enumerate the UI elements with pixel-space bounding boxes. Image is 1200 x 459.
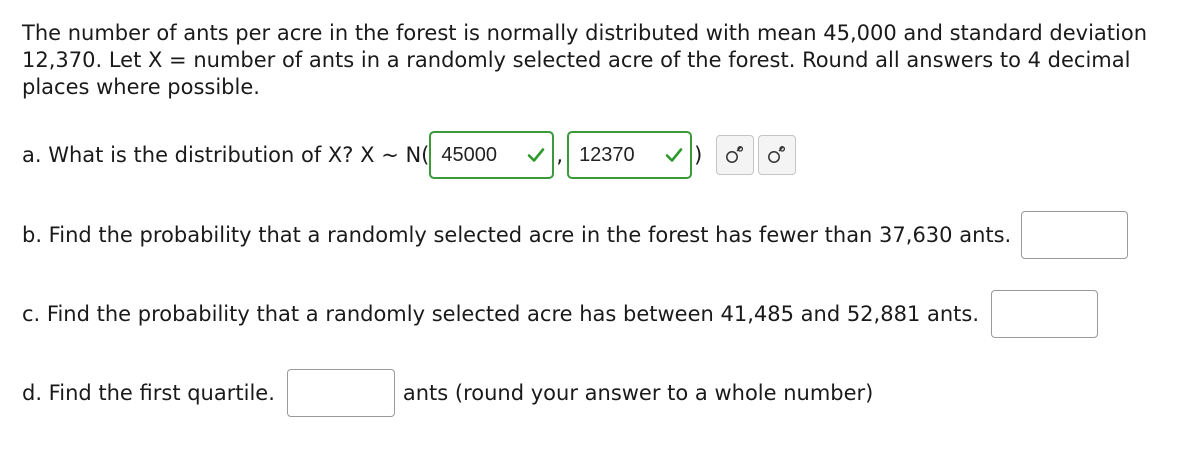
- problem-line-1: The number of ants per acre in the forest is normally distributed with mean 45,000 and standard deviation: [22, 21, 1147, 45]
- part-d-suffix: ants (round your answer to a whole number): [402, 381, 874, 405]
- check-icon: [664, 145, 684, 165]
- comma-separator: ,: [556, 143, 564, 167]
- problem-statement: [22, 20, 1182, 101]
- sigma-symbol-icon: [724, 144, 746, 166]
- sd-answer-value: 12370: [579, 143, 635, 166]
- sd-answer-field[interactable]: [567, 131, 692, 179]
- problem-line-3: places where possible.: [22, 75, 260, 99]
- mean-answer-field[interactable]: [429, 131, 554, 179]
- check-icon: [526, 145, 546, 165]
- symbol-palette-button[interactable]: [716, 135, 754, 175]
- close-paren: ): [694, 143, 703, 167]
- symbol-palette-button-2[interactable]: [758, 135, 796, 175]
- part-b-question: b. Find the probability that a randomly selected acre in the forest has fewer than 37,630 ants.: [22, 223, 1012, 247]
- sigma-symbol-icon: [766, 144, 788, 166]
- mean-answer-value: 45000: [441, 143, 497, 166]
- part-a: [22, 131, 796, 179]
- part-d: [22, 369, 873, 417]
- part-c-question: c. Find the probability that a randomly selected acre has between 41,485 and 52,881 ants.: [22, 302, 980, 326]
- part-d-answer-input[interactable]: [287, 369, 395, 417]
- part-c: [22, 290, 1098, 338]
- problem-line-2: 12,370. Let X = number of ants in a randomly selected acre of the forest. Round all answers to 4 decimal: [22, 48, 1131, 72]
- part-a-question: a. What is the distribution of X? X ~ N(: [22, 143, 430, 167]
- part-d-question: d. Find the first quartile.: [22, 381, 275, 405]
- part-b-answer-input[interactable]: [1021, 211, 1128, 259]
- part-b: [22, 211, 1128, 259]
- part-c-answer-input[interactable]: [991, 290, 1098, 338]
